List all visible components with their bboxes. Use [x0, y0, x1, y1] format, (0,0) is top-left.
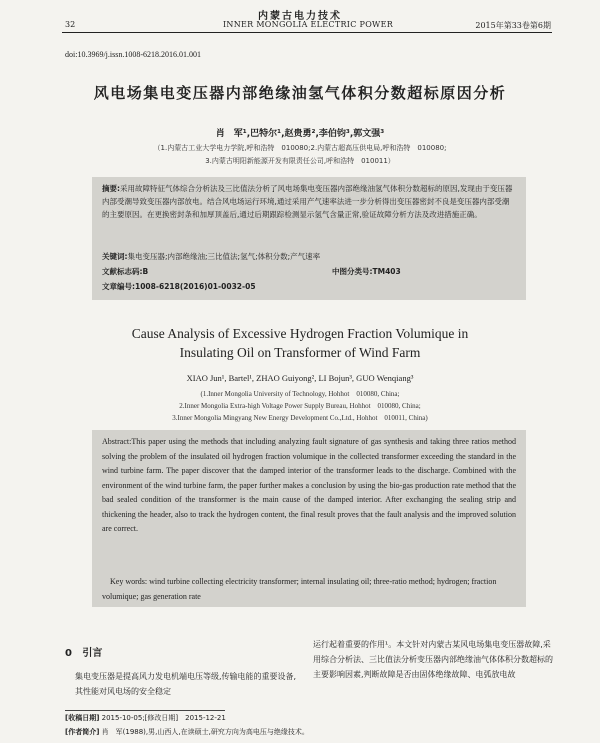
affiliation-cn-line: （1.内蒙古工业大学电力学院,呼和浩特 010080;2.内蒙古超高压供电局,呼和浩特 010080;	[153, 144, 447, 152]
body-text-left: 集电变压器是提高风力发电机端电压等级,传输电能的重要设备,其性能对风电场的安全稳定	[75, 672, 297, 696]
keywords-cn-label: 关键词:	[102, 252, 128, 261]
page-number: 32	[65, 20, 76, 29]
clc-value: TM403	[372, 267, 401, 276]
title-cn: 风电场集电变压器内部绝缘油氢气体积分数超标原因分析	[93, 84, 507, 102]
abstract-en-text: This paper using the methods that including analyzing fault signature of gas synthesis and taking three ratios method solving the problem of the insulated oil hydrogen fraction volumique in the collected transformer exceeding the standard in the wind turbine farm. The paper discover that the damped interior of the transformer leads to the discharge. Combined with the environment of the wind turbine farm, the paper further makes a conclusion by using the bio-gas production rate method that the bad sealed condition of the transformer is the main cause of the damped interior. After exchanging the sealing strip and thickening the header, also to track the hydrogen content, the final result proves that the fault analysis and the improved solution are correct.	[102, 437, 516, 533]
article-no-label: 文章编号:	[102, 282, 135, 291]
authors-cn: 肖 军¹,巴特尔¹,赵贵勇²,李伯钧³,郭文强³	[215, 129, 385, 139]
article-number	[102, 281, 256, 292]
title-en	[0, 324, 600, 362]
section-heading	[65, 644, 102, 659]
footnote-rule	[65, 710, 225, 711]
footnote-author	[65, 727, 309, 737]
keywords-cn-text: 集电变压器;内部绝缘油;三比值法;氢气;体积分数;产气速率	[127, 252, 321, 261]
abstract-cn-box	[92, 177, 526, 300]
section-number: 0	[65, 648, 72, 659]
issue-info: 2015年第33卷第6期	[475, 21, 551, 30]
keywords-en-label: Key words:	[110, 577, 148, 586]
footnote-received	[65, 713, 226, 723]
title-en-line: Cause Analysis of Excessive Hydrogen Fraction Volumique in	[131, 326, 469, 341]
header-rule	[62, 32, 552, 33]
doc-code-label: 文献标志码:	[102, 267, 143, 276]
journal-name-cn: 内蒙古电力技术	[258, 11, 342, 22]
author-bio-label: [作者简介]	[65, 728, 100, 736]
affiliation-cn-line: 3.内蒙古明阳新能源开发有限责任公司,呼和浩特 010011）	[205, 157, 395, 165]
section-title: 引言	[82, 648, 103, 659]
author-bio: 肖 军(1988),男,山西人,在读硕士,研究方向为高电压与绝缘技术。	[101, 728, 309, 736]
article-no-value: 1008-6218(2016)01-0032-05	[135, 282, 256, 291]
title-en-line: Insulating Oil on Transformer of Wind Farm	[179, 345, 421, 360]
clc-number	[332, 266, 401, 277]
abstract-en-label: Abstract:	[102, 437, 132, 446]
keywords-cn	[102, 251, 320, 262]
keywords-en-text: wind turbine collecting electricity transformer; internal insulating oil; three-ratio method; hydrogen; fraction volumique; gas generation rate	[102, 577, 497, 601]
abstract-en	[102, 435, 516, 537]
abstract-cn-label: 摘要:	[102, 184, 120, 193]
body-text-right: 运行起着重要的作用¹。本文针对内蒙古某风电场集电变压器故障,采用综合分析法、三比值法分析变压器内部绝缘油气体体积分数超标的主要影响因素,判断故障是否由固体绝缘故障、电弧放电故	[313, 640, 553, 679]
abstract-en-box	[92, 430, 526, 607]
abstract-cn-text: 采用故障特征气体综合分析法及三比值法分析了风电场集电变压器内部绝缘油氢气体积分数超标的原因,发现由于变压器内部受潮导致变压器内部放电。结合风电场运行环境,通过采用产气速率法进一步分析得出变压器密封不良是变压器内部受潮的主要原因。在更换密封条和加厚顶盖后,通过后期跟踪检测显示氢气含量正常,验证故障分析方法及改进措施正确。	[102, 184, 513, 219]
received-dates: 2015-10-05;[修改日期] 2015-12-21	[101, 714, 226, 722]
doc-code	[102, 266, 148, 277]
affiliation-en-line: 2.Inner Mongolia Extra-high Voltage Power Supply Bureau, Hohhot 010080, China;	[179, 402, 421, 410]
received-label: [收稿日期]	[65, 714, 100, 722]
keywords-en	[102, 575, 516, 604]
authors-en: XIAO Jun¹, Bartel¹, ZHAO Guiyong², LI Bojun³, GUO Wenqiang³	[186, 373, 414, 383]
abstract-cn	[102, 182, 516, 221]
journal-name-en: INNER MONGOLIA ELECTRIC POWER	[222, 20, 394, 29]
affiliation-en-line: 3.Inner Mongolia Mingyang New Energy Development Co.,Ltd., Hohhot 010011, China)	[172, 414, 428, 422]
clc-label: 中图分类号:	[332, 267, 373, 276]
affiliation-en-line: (1.Inner Mongolia University of Technology, Hohhot 010080, China;	[200, 390, 400, 398]
doc-code-value: B	[142, 267, 149, 276]
doi: doi:10.3969/j.issn.1008-6218.2016.01.001	[65, 50, 202, 59]
